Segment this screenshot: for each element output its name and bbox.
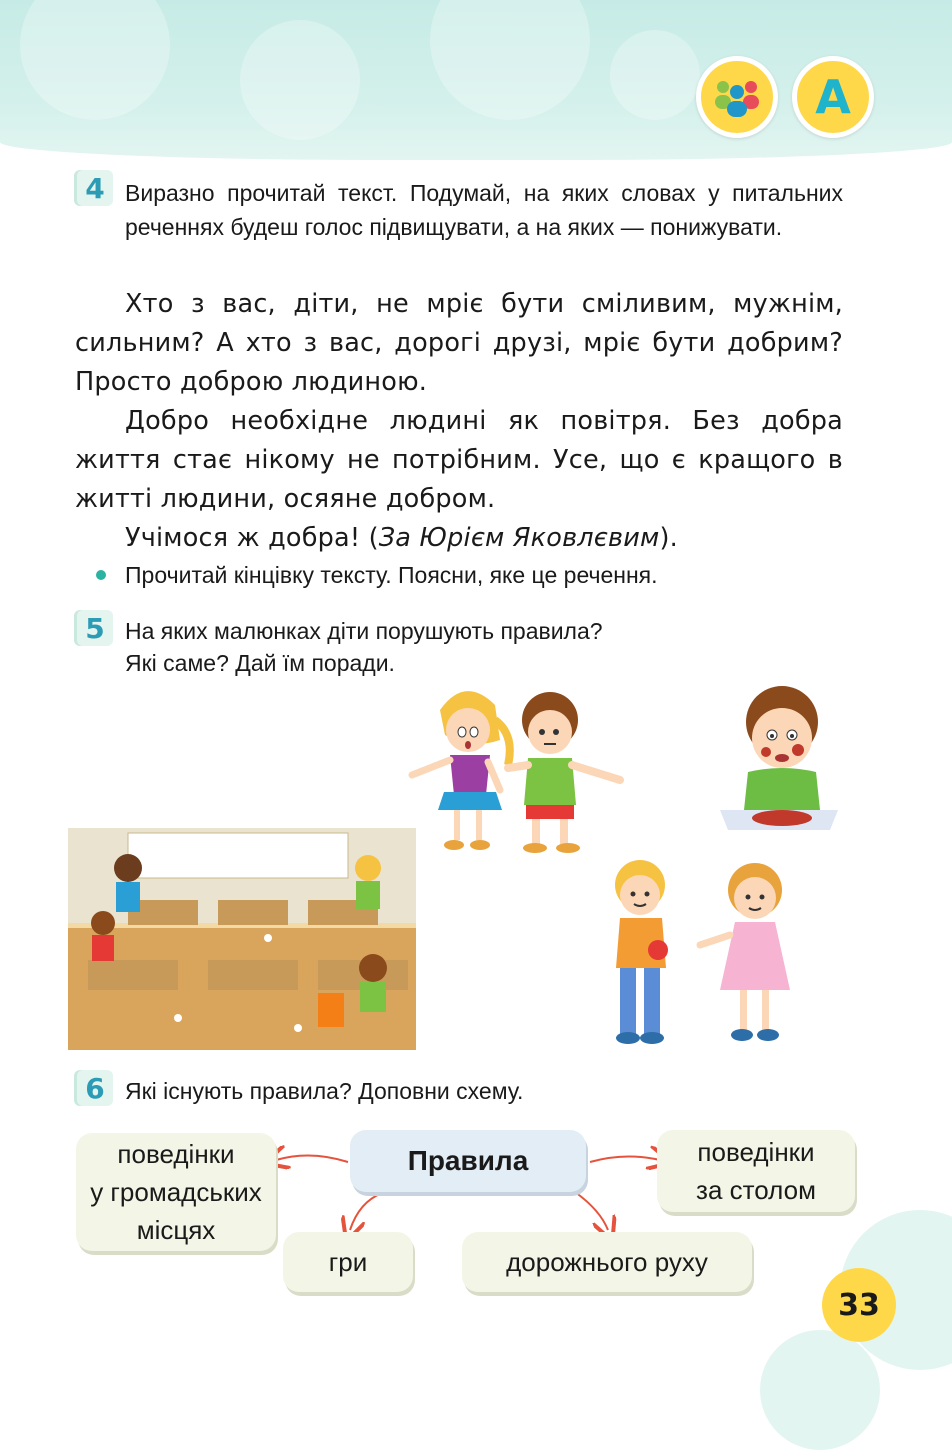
- task-5-line-1: На яких малюнках діти порушують правила?: [125, 618, 603, 644]
- box-line: за столом: [696, 1175, 816, 1205]
- box-line: у громадських: [90, 1177, 262, 1207]
- author-attribution: За Юрієм Яковлєвим: [378, 523, 660, 553]
- decor-bubble: [20, 0, 170, 120]
- scheme-box-games: гри: [283, 1232, 413, 1292]
- reading-closing: [75, 519, 843, 558]
- decor-bubble: [430, 0, 590, 120]
- reading-text: [75, 285, 843, 558]
- bullet-icon: [96, 570, 106, 580]
- reading-paragraph: Хто з вас, діти, не мріє бути сміливим, мужнім, сильним? А хто з вас, дорогі друзі, мріє бути добрим? Просто доброю людиною.: [75, 289, 843, 397]
- arrow-to-games: [350, 1192, 385, 1230]
- box-line: поведінки: [117, 1139, 235, 1169]
- letter-badge-text: A: [815, 70, 851, 124]
- box-line: поведінки: [697, 1137, 815, 1167]
- scheme-box-traffic: дорожнього руху: [462, 1232, 752, 1292]
- arrow-to-public-places: [276, 1155, 348, 1162]
- hair-pulling-illustration: [390, 680, 660, 860]
- task-number-5: 5: [77, 610, 113, 646]
- group-of-people-icon: [709, 75, 765, 119]
- polite-children-illustration: [590, 850, 820, 1050]
- closing-text: Учімося ж добра! (: [125, 523, 379, 553]
- messy-eater-illustration: [720, 680, 840, 840]
- reading-paragraph: Добро необхідне людині як повітря. Без добра життя стає нікому не потрібним. Усе, що є кращого в житті людини, осяяне добром.: [75, 406, 843, 514]
- scheme-box-table-behaviour: [657, 1130, 855, 1212]
- arrow-to-table: [590, 1156, 660, 1162]
- closing-end: ).: [659, 523, 678, 553]
- task-4-instruction: Виразно прочитай текст. Подумай, на яких словах у питальних реченнях будеш голос підвищувати, а на яких — понижувати.: [125, 180, 843, 240]
- classroom-illustration: [68, 828, 416, 1050]
- decor-bubble: [240, 20, 360, 140]
- letter-badge: [792, 56, 874, 138]
- scheme-center-rules: Правила: [350, 1130, 586, 1192]
- scheme-box-public-places: [76, 1133, 276, 1251]
- decor-bubble: [610, 30, 700, 120]
- task-number-4: 4: [77, 170, 113, 206]
- task-number-6: 6: [77, 1070, 113, 1106]
- decor-bubble: [760, 1330, 880, 1450]
- arrow-to-traffic: [575, 1192, 608, 1230]
- page-number: 33: [822, 1268, 896, 1342]
- box-line: місцях: [136, 1215, 216, 1245]
- task-4-bullet: Прочитай кінцівку тексту. Поясни, яке це речення.: [125, 562, 658, 588]
- task-5-line-2: Які саме? Дай їм поради.: [125, 650, 395, 676]
- group-work-badge: [696, 56, 778, 138]
- task-6-instruction: Які існують правила? Доповни схему.: [125, 1078, 524, 1104]
